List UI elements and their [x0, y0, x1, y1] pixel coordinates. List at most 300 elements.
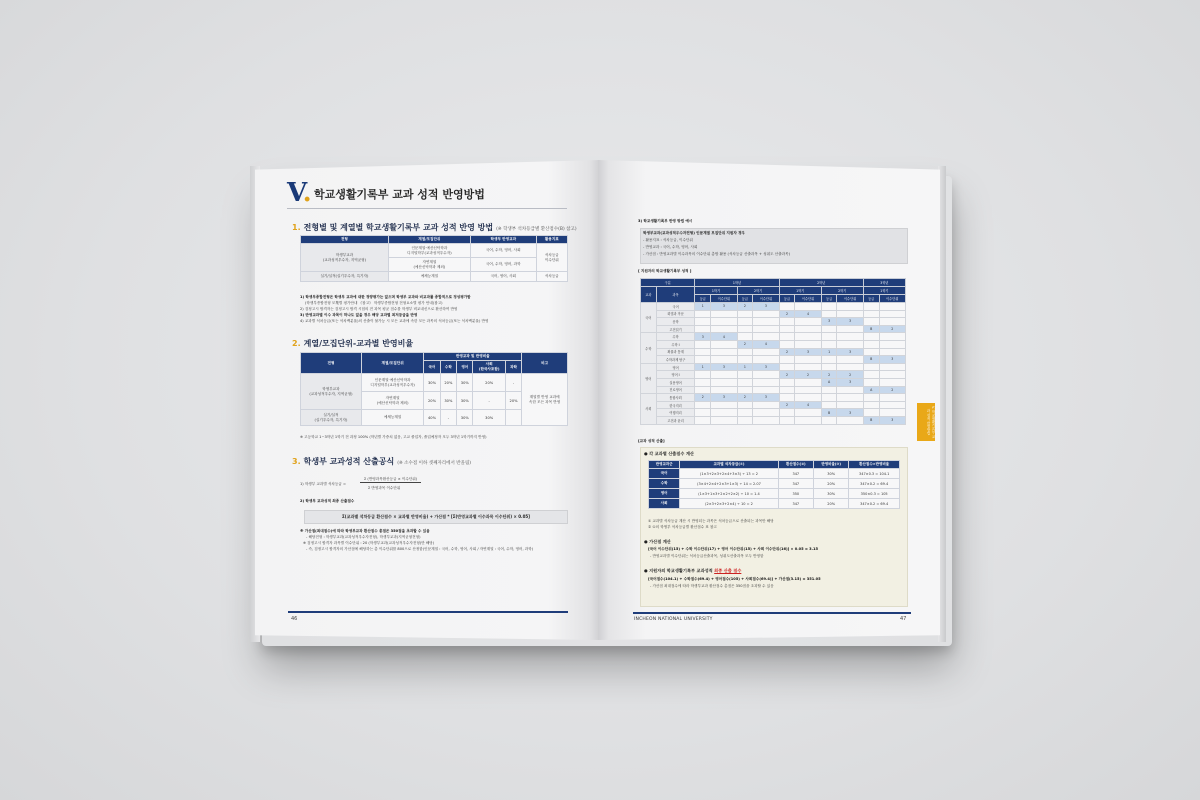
table-header: 영어	[457, 361, 473, 374]
grid-cell	[753, 348, 779, 356]
table-header: 수학	[440, 361, 456, 374]
grid-row	[641, 416, 906, 424]
grid-cell	[711, 310, 737, 318]
grid-cell	[779, 356, 795, 364]
grid-cell	[737, 348, 753, 356]
grid-cell	[821, 333, 837, 341]
table-cell: 국어, 수학, 영어, 사회	[470, 244, 536, 258]
grid-subject: 확률과 통계	[656, 348, 695, 356]
table-header: 계열/모집단위	[388, 236, 470, 244]
grid-cell: 3	[837, 318, 863, 326]
grid-cell	[695, 325, 711, 333]
grid-cell	[863, 409, 879, 417]
table-cell: 20%	[505, 392, 521, 410]
table-cell: 자연계열 (예산신탁학과 제외)	[361, 392, 423, 410]
grid-cell: 3	[837, 378, 863, 386]
table-header: 반영비율(③)	[813, 461, 848, 469]
grid-cell	[795, 303, 821, 311]
table-cell: -	[473, 392, 505, 410]
grid-cell	[821, 416, 837, 424]
grid-cell	[863, 363, 879, 371]
grid-cell	[879, 409, 905, 417]
grid-cell: 3	[879, 356, 905, 364]
table-cell: -	[505, 374, 521, 392]
grid-header: 이수단위	[879, 295, 905, 303]
table-cell: 학생부교과 (교과성적우수자, 지역균형)	[301, 244, 389, 272]
grid-cell	[863, 394, 879, 402]
grid-cell: 4	[753, 340, 779, 348]
table-cell: 실기/실적(실기우수자, 특기자)	[301, 272, 389, 282]
grid-cell	[821, 303, 837, 311]
calc-subheading: ● 각 교과별 산출점수 계산	[644, 451, 694, 456]
table-cell: 계열별 반영 교과에 속한 모든 과목 반영	[522, 374, 568, 426]
grid-cell	[695, 409, 711, 417]
grid-cell: B	[863, 416, 879, 424]
grid-subject: 국어	[656, 303, 695, 311]
grid-cell	[711, 416, 737, 424]
table-cell: 20%	[813, 479, 848, 489]
table-cell: 자연계열 (예산신탁학과 제외)	[388, 258, 470, 272]
grid-cell	[863, 333, 879, 341]
grid-header: 등급	[779, 295, 795, 303]
table-header: 반영교과 및 반영비율	[424, 353, 522, 361]
grid-cell	[779, 333, 795, 341]
formula-1-label: 1) 학생부 교과별 석차등급 =	[300, 482, 346, 486]
example-condition-3: - 반영교과 : 국어, 수학, 영어, 사회	[643, 245, 698, 249]
grid-cell	[753, 333, 779, 341]
grid-cell: 3	[837, 409, 863, 417]
grid-cell	[711, 378, 737, 386]
grid-cell	[711, 356, 737, 364]
grid-row	[641, 333, 906, 341]
section-1-heading: 1. 전형별 및 계열별 학교생활기록부 교과 성적 반영 방법 (※ 학생부 석차등급별 환산점수(B) 참고)	[292, 223, 577, 232]
grid-cell	[837, 386, 863, 394]
grade-grid-table	[640, 278, 906, 425]
table-header: 학생부 반영교과	[470, 236, 536, 244]
grid-cell: 3	[753, 303, 779, 311]
grid-cell	[821, 340, 837, 348]
example-condition-2: - 활용지표 : 석차등급, 이수단위	[643, 238, 693, 242]
grid-row	[641, 340, 906, 348]
table-header: 사회 (한국사포함)	[473, 361, 505, 374]
table-cell: 30%	[424, 374, 440, 392]
table-row-header: 수학	[649, 479, 680, 489]
grid-cell	[837, 356, 863, 364]
grid-cell: A	[863, 386, 879, 394]
table-cell: 30%	[457, 410, 473, 426]
grid-cell	[737, 318, 753, 326]
grid-cell	[821, 363, 837, 371]
table-cell	[505, 410, 521, 426]
grid-cell: 3	[821, 318, 837, 326]
grid-cell	[753, 386, 779, 394]
grade-grid-caption: [ 지원자의 학교생활기록부 성적 ]	[638, 269, 692, 273]
grid-cell	[737, 378, 753, 386]
table-cell: 예체능계열	[388, 272, 470, 282]
grid-header: 3학년	[863, 279, 905, 287]
grid-row	[641, 386, 906, 394]
table-cell: -	[440, 410, 456, 426]
formula-2-note-4: - 즉, 검정고시 합격자의 가산점에 해당하는 총 이수단위를 800으로 산정함(인문계열 : 국어, 수학, 영어, 사회 / 자연계열 : 국어, 수학, 영어, 과학)	[306, 547, 534, 551]
table-header: 전형	[301, 236, 389, 244]
table-cell: 학생부교과 (교과성적우수자, 지역균형)	[301, 374, 362, 410]
grid-cell	[795, 318, 821, 326]
grid-cell	[695, 401, 711, 409]
grid-cell	[695, 416, 711, 424]
grid-cell: 2	[779, 371, 795, 379]
grid-cell	[821, 310, 837, 318]
table-header: 국어	[424, 361, 440, 374]
grid-cell	[737, 356, 753, 364]
grid-header: 이수단위	[795, 295, 821, 303]
grid-cell	[779, 378, 795, 386]
grid-cell	[821, 356, 837, 364]
table-cell: 20%	[473, 374, 505, 392]
grid-row	[641, 371, 906, 379]
table-cell: (1×3+1×3+2×2+2×2) ÷ 10 = 1.4	[680, 489, 778, 499]
grid-cell	[737, 371, 753, 379]
section-1-table	[300, 235, 568, 282]
grid-header: 2학기	[821, 287, 863, 295]
grid-cell	[821, 394, 837, 402]
section-3-heading: 3. 학생부 교과성적 산출공식 (※ 소수점 이하 셋째자리에서 반올림)	[292, 457, 472, 466]
grid-cell	[879, 371, 905, 379]
grid-header: 등급	[737, 295, 753, 303]
grid-row	[641, 348, 906, 356]
calc-note-1: ① 교과별 석차등급 계산 시 반영되는 과목은 석차등급으로 산출되는 과목만 해당	[648, 519, 774, 523]
grid-subject: 영어	[656, 363, 695, 371]
sec1-note-2: (학생부종합전형 모集별 평가안내 《참고》 학생부종합전형 전형요소별 평가 안내(참고)	[305, 301, 443, 305]
grid-cell: 1	[695, 303, 711, 311]
table-cell: 예체능계열	[361, 410, 423, 426]
grid-header: 등급	[695, 295, 711, 303]
grid-row	[641, 363, 906, 371]
grid-cell	[795, 356, 821, 364]
grid-subject: 고전읽기	[656, 325, 695, 333]
grid-header: 등급	[863, 295, 879, 303]
grid-cell	[837, 401, 863, 409]
grid-cell	[863, 401, 879, 409]
table-header: 반영교과군	[649, 461, 680, 469]
grid-cell	[695, 348, 711, 356]
grid-cell	[695, 340, 711, 348]
grid-subject: 문학	[656, 318, 695, 326]
chapter-rule	[287, 208, 567, 209]
grid-cell: B	[863, 325, 879, 333]
table-header: 활용지표	[536, 236, 567, 244]
table-cell: 347×0.2 = 69.4	[849, 499, 900, 509]
table-cell: 20%	[424, 392, 440, 410]
table-cell: 30%	[457, 392, 473, 410]
grid-cell: 3	[837, 348, 863, 356]
grid-row	[641, 409, 906, 417]
grid-cell: 3	[711, 303, 737, 311]
formula-2-note-3: ※ 검정고시 합격자 과목별 이수단위 : 20 (학생부교과(교과성적우수자전형)만 해당)	[303, 541, 435, 545]
grid-cell	[695, 310, 711, 318]
formula-2-note-1: ※ 가산점(최대점수)에 따라 학생부교과 환산점수 총점은 350점을 초과할 수 있음	[300, 529, 430, 533]
grid-cell	[879, 340, 905, 348]
grid-row	[641, 310, 906, 318]
table-header: 환산점수(②)	[778, 461, 813, 469]
grid-cell	[863, 310, 879, 318]
grid-row	[641, 318, 906, 326]
final-subheading: ● 지원자의 학교생활기록부 교과성적 최종 산출 점수	[644, 568, 742, 573]
grid-category: 국어	[641, 303, 657, 333]
grid-header: 1학기	[779, 287, 821, 295]
grid-cell	[695, 356, 711, 364]
grid-subject: 여행지리	[656, 409, 695, 417]
grid-header: 1학년	[695, 279, 779, 287]
grid-cell	[737, 325, 753, 333]
grid-cell	[737, 416, 753, 424]
grid-cell: 2	[695, 394, 711, 402]
grid-cell: 2	[779, 310, 795, 318]
grid-cell	[795, 340, 821, 348]
grid-cell: 3	[753, 363, 779, 371]
grid-cell: A	[821, 378, 837, 386]
table-cell: 실기/실적 (실기우수자, 특기자)	[301, 410, 362, 426]
table-header: 계열/모집단위	[361, 353, 423, 374]
table-cell: 인문계열·예산신탁학과 디지털학부(교과성적우수자)	[388, 244, 470, 258]
grid-cell	[737, 333, 753, 341]
grid-header: 구분	[641, 279, 695, 287]
grid-cell	[779, 386, 795, 394]
grid-cell	[795, 378, 821, 386]
table-cell: (2×3+2×3+2×4) ÷ 10 = 2	[680, 499, 778, 509]
university-name: INCHEON NATIONAL UNIVERSITY	[634, 617, 713, 622]
grid-cell	[779, 318, 795, 326]
table-header: 교과별 석차등급(①)	[680, 461, 778, 469]
formula-1-denominator: Σ 반영과목 이수단위	[368, 486, 401, 490]
grid-cell	[753, 416, 779, 424]
table-cell: 347×0.3 = 104.1	[849, 469, 900, 479]
table-cell: 40%	[424, 410, 440, 426]
grid-cell	[837, 325, 863, 333]
grid-cell	[795, 325, 821, 333]
grid-category: 영어	[641, 363, 657, 393]
grid-header: 이수단위	[711, 295, 737, 303]
grid-cell: 2	[795, 371, 821, 379]
calc-note-2: ② ①의 학생부 석차등급별 환산점수 표 참고	[648, 525, 717, 529]
table-row-header: 영어	[649, 489, 680, 499]
table-cell: 350×0.3 = 105	[849, 489, 900, 499]
grid-cell	[737, 401, 753, 409]
grid-header: 2학년	[779, 279, 863, 287]
grid-cell	[753, 318, 779, 326]
example-condition-4: - 가산점 : 반영교과별 이수과목의 이수단위 총합 활용 (석차등급 산출과목 + 성취도 산출과목)	[643, 252, 791, 256]
grid-cell	[695, 386, 711, 394]
formula-2-box: Σ(교과별 석차등급 환산점수 × 교과별 반영비율) + 가산점 * [Σ(반영교과별 이수과목 이수단위) × 0.05]	[304, 510, 568, 524]
grid-cell: 4	[795, 310, 821, 318]
grid-cell: 3	[711, 394, 737, 402]
grid-category: 사회	[641, 394, 657, 424]
grid-cell: B	[821, 409, 837, 417]
grid-cell: 3	[695, 333, 711, 341]
grid-row	[641, 378, 906, 386]
grid-cell	[779, 394, 795, 402]
table-row-header: 사회	[649, 499, 680, 509]
grid-cell	[879, 394, 905, 402]
grid-cell	[821, 401, 837, 409]
grid-cell	[863, 371, 879, 379]
grid-cell	[837, 303, 863, 311]
grid-row	[641, 401, 906, 409]
grid-cell	[711, 318, 737, 326]
grid-subject: 고전과 윤리	[656, 416, 695, 424]
grid-subject: 수학 I	[656, 340, 695, 348]
table-cell: (3×4+2×4+2×3+1×3) ÷ 14 = 2.07	[680, 479, 778, 489]
grid-subject: 통합사회	[656, 394, 695, 402]
bonus-note: - 반영교과별 이수단위는 석차등급산출과목, 성취도산출과목 모두 반영함	[650, 554, 764, 558]
grid-header: 교과	[641, 287, 657, 303]
table-cell: 347	[778, 499, 813, 509]
grid-cell	[753, 356, 779, 364]
grid-row	[641, 303, 906, 311]
table-header: 전형	[301, 353, 362, 374]
grid-header: 2학기	[737, 287, 779, 295]
grid-cell	[795, 333, 821, 341]
grid-cell	[711, 340, 737, 348]
grid-cell	[821, 386, 837, 394]
chapter-title: 학교생활기록부 교과 성적 반영방법	[314, 188, 485, 201]
grid-header: 1학기	[863, 287, 905, 295]
grid-cell	[695, 318, 711, 326]
table-cell: 석차등급 이수단위	[536, 244, 567, 272]
formula-2-note-2: - 해당전형 : 학생부교과(교과성적우수자전형), 학생부교과(지역균형전형)	[306, 535, 421, 539]
table-cell: 국어, 영어, 사회	[470, 272, 536, 282]
grid-row	[641, 394, 906, 402]
grid-subject: 화법과 작문	[656, 310, 695, 318]
sec1-note-1: 1) 학생부종합전형은 학생부 교과에 대한 정량평가는 없으며 학생부 교과와 비교과를 종합적으로 정성평가함	[300, 295, 471, 299]
grid-cell	[695, 371, 711, 379]
table-header: 과학	[505, 361, 521, 374]
grid-cell: 2	[879, 325, 905, 333]
table-header: 환산점수×반영비율	[849, 461, 900, 469]
grid-cell	[879, 303, 905, 311]
grid-cell	[795, 394, 821, 402]
grid-cell	[821, 325, 837, 333]
right-footer-rule	[633, 612, 911, 614]
grid-cell: 1	[695, 363, 711, 371]
table-cell: 30%	[813, 469, 848, 479]
grid-cell	[879, 378, 905, 386]
grid-header: 이수단위	[753, 295, 779, 303]
grid-cell	[837, 394, 863, 402]
grid-cell: 2	[737, 394, 753, 402]
formula-1-numerator: Σ (반영과목환산등급 × 이수단위)	[360, 476, 421, 483]
table-cell: 30%	[440, 392, 456, 410]
final-note: - 가산점 최대점수에 따라 학생부교과 환산점수 총점은 350점을 초과할 수 있음	[650, 584, 774, 588]
final-formula: [국어점수(104.1) + 수학점수(69.4) + 영어점수(105) + 사회점수(69.4)] + 가산점(3.15) = 351.05	[648, 577, 821, 581]
grid-cell: B	[863, 356, 879, 364]
grid-cell	[863, 303, 879, 311]
grid-cell: 1	[737, 363, 753, 371]
grid-cell	[753, 310, 779, 318]
grid-cell	[879, 318, 905, 326]
grid-cell	[737, 310, 753, 318]
grid-cell: 2	[737, 303, 753, 311]
table-cell: 30%	[813, 489, 848, 499]
sec2-footnote: ※ 고등학교 1~3학년 1학기 전 과정 100% (학년별 가중치 없음, 고교 졸업자, 졸업예정자 모두 3학년 1학기까지 반영)	[300, 435, 487, 439]
grid-subject: 수학과제 탐구	[656, 356, 695, 364]
bonus-formula: [국어 이수단위(15) + 수학 이수단위(17) + 영어 이수단위(15) + 사회 이수단위(16)] × 0.05 = 3.15	[648, 547, 819, 551]
grid-cell	[711, 371, 737, 379]
left-page-number: 46	[291, 616, 298, 622]
grid-cell	[879, 310, 905, 318]
grid-cell: 3	[795, 348, 821, 356]
grid-subject: 수학	[656, 333, 695, 341]
grid-cell: 2	[737, 340, 753, 348]
grid-cell	[837, 333, 863, 341]
table-cell: 국어, 수학, 영어, 과학	[470, 258, 536, 272]
grid-cell	[837, 416, 863, 424]
grid-cell: 2	[821, 371, 837, 379]
table-cell: 347×0.2 = 69.4	[849, 479, 900, 489]
grid-cell	[711, 409, 737, 417]
grid-header: 과목	[656, 287, 695, 303]
grid-cell	[779, 303, 795, 311]
grid-cell: 1	[821, 348, 837, 356]
table-header: 비고	[522, 353, 568, 374]
grid-cell	[753, 378, 779, 386]
grid-cell	[779, 363, 795, 371]
grid-cell	[837, 363, 863, 371]
grid-cell	[879, 363, 905, 371]
grid-cell	[879, 401, 905, 409]
left-footer-rule	[288, 611, 568, 613]
grid-cell: 2	[779, 401, 795, 409]
grid-subject: 실용영어	[656, 378, 695, 386]
grid-cell	[879, 348, 905, 356]
section-2-table	[300, 352, 568, 426]
grid-cell	[711, 401, 737, 409]
grid-cell	[737, 409, 753, 417]
chapter-number: V.	[287, 178, 312, 208]
grid-category: 수학	[641, 333, 657, 363]
grid-cell	[711, 348, 737, 356]
grid-cell	[863, 340, 879, 348]
grid-subject: 한국지리	[656, 401, 695, 409]
grid-header: 1학기	[695, 287, 737, 295]
grid-cell	[837, 340, 863, 348]
sec1-note-4: 3) 반영교과별 이수 과목이 하나도 없을 경우 해당 교과별 최저등급을 반영	[300, 313, 418, 317]
grid-cell	[737, 386, 753, 394]
calc-caption: [교과 성적 산출]	[638, 439, 665, 443]
section-2-heading: 2. 계열/모집단위-교과별 반영비율	[292, 339, 414, 348]
grid-cell: 2	[779, 348, 795, 356]
sec1-note-5: 4) 교과별 석차등급(또는 석차백분율)의 산출이 불가능 시 모든 교과에 속한 모든 과목의 석차등급(또는 석차백분율) 반영	[300, 319, 489, 323]
grid-cell	[779, 325, 795, 333]
example-condition-1: 학생부교과(교과성적우수자전형) 인문계열 모집단위 지원자 경우	[643, 231, 746, 235]
grid-cell	[753, 325, 779, 333]
grid-cell	[779, 409, 795, 417]
grid-cell	[795, 409, 821, 417]
chapter-side-tab: V. 학교생활기록부 교과 성적 반영방법	[917, 403, 935, 441]
grid-cell: 2	[879, 386, 905, 394]
grid-cell	[779, 416, 795, 424]
grid-subject: 진로영어	[656, 386, 695, 394]
grid-cell: 4	[795, 401, 821, 409]
grid-subject: 영어 I	[656, 371, 695, 379]
table-cell: (1×3+2×3+2×4+3×3) ÷ 13 = 2	[680, 469, 778, 479]
table-cell: 30%	[457, 374, 473, 392]
grid-cell	[753, 401, 779, 409]
grid-cell	[795, 386, 821, 394]
grid-cell	[879, 333, 905, 341]
grid-cell	[837, 310, 863, 318]
grid-cell	[753, 371, 779, 379]
table-row-header: 국어	[649, 469, 680, 479]
